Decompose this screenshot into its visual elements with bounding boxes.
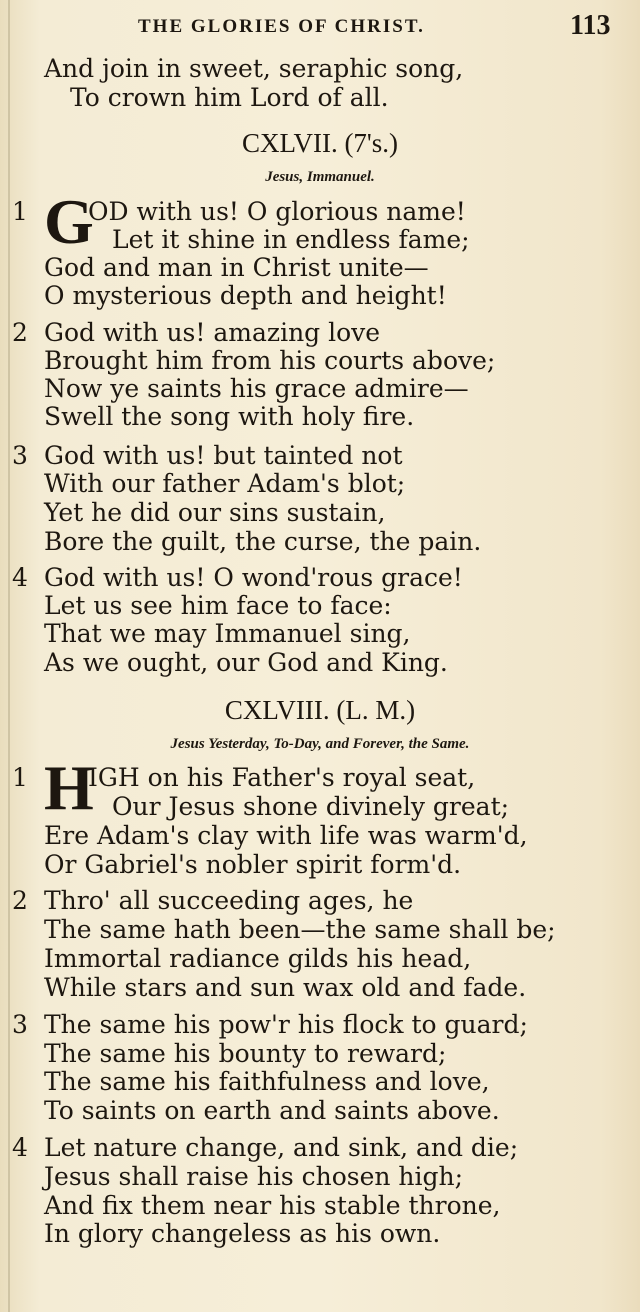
verse-line: Immortal radiance gilds his head,	[44, 944, 472, 973]
verse-line: Thro' all succeeding ages, he	[44, 886, 414, 915]
verse-line: Let it shine in endless fame;	[112, 225, 470, 254]
verse-line: God with us! O wond'rous grace!	[44, 563, 463, 592]
first-line-rest: on his Father's royal seat,	[147, 763, 476, 792]
page-number: 113	[570, 10, 611, 41]
verse-line: O mysterious depth and height!	[44, 281, 447, 310]
hymn-title: CXLVII. (7's.)	[241, 128, 399, 158]
stanza-number: 2	[12, 318, 28, 347]
running-title: THE GLORIES OF CHRIST.	[138, 16, 425, 37]
continuation-line: To crown him Lord of all.	[70, 83, 389, 112]
verse-line: Let nature change, and sink, and die;	[44, 1133, 519, 1162]
small-caps: OD	[88, 197, 129, 226]
verse-line: God with us! but tainted not	[44, 441, 403, 470]
verse-line: Ere Adam's clay with life was warm'd,	[44, 821, 528, 850]
verse-line: Swell the song with holy fire.	[44, 402, 415, 431]
verse-line: While stars and sun wax old and fade.	[44, 973, 527, 1002]
hymn-subtitle: Jesus Yesterday, To-Day, and Forever, the Same.	[170, 736, 470, 752]
verse-line: That we may Immanuel sing,	[44, 619, 411, 648]
verse-line: The same his pow'r his flock to guard;	[44, 1010, 528, 1039]
stanza-number: 4	[12, 1133, 28, 1162]
verse-line: With our father Adam's blot;	[44, 469, 406, 498]
verse-line: Yet he did our sins sustain,	[44, 498, 386, 527]
stanza-number: 3	[12, 441, 28, 470]
verse-line: To saints on earth and saints above.	[44, 1096, 500, 1125]
stanza-number: 2	[12, 886, 28, 915]
verse-line: And fix them near his stable throne,	[44, 1191, 501, 1220]
drop-cap: H	[44, 752, 94, 823]
small-caps: IGH	[88, 763, 140, 792]
hymn-title: CXLVIII. (L. M.)	[224, 695, 416, 725]
gutter-line	[8, 0, 10, 1312]
stanza-number: 1	[12, 197, 28, 226]
verse-line: Let us see him face to face:	[44, 591, 392, 620]
verse-line: Or Gabriel's nobler spirit form'd.	[44, 850, 462, 879]
continuation-line: And join in sweet, seraphic song,	[44, 54, 464, 83]
verse-line: God and man in Christ unite—	[44, 253, 429, 282]
verse-line: God with us! amazing love	[44, 318, 381, 347]
stanza-number: 1	[12, 763, 28, 792]
verse-line: Brought him from his courts above;	[44, 346, 496, 375]
verse-line: The same his faithfulness and love,	[44, 1067, 490, 1096]
drop-cap: G	[44, 186, 94, 257]
verse-line: Our Jesus shone divinely great;	[112, 792, 510, 821]
first-line-rest: with us! O glorious name!	[136, 197, 466, 226]
stanza-number: 4	[12, 563, 28, 592]
verse-line: Bore the guilt, the curse, the pain.	[44, 527, 482, 556]
stanza-first-line	[88, 198, 466, 226]
stanza-first-line	[88, 764, 475, 792]
verse-line: The same his bounty to reward;	[44, 1039, 447, 1068]
verse-line: The same hath been—the same shall be;	[44, 915, 556, 944]
running-head	[0, 10, 640, 44]
verse-line: In glory changeless as his own.	[44, 1219, 441, 1248]
hymn-subtitle: Jesus, Immanuel.	[265, 169, 375, 185]
stanza-number: 3	[12, 1010, 28, 1039]
verse-line: Jesus shall raise his chosen high;	[44, 1162, 464, 1191]
verse-line: As we ought, our God and King.	[44, 648, 448, 677]
verse-line: Now ye saints his grace admire—	[44, 374, 469, 403]
